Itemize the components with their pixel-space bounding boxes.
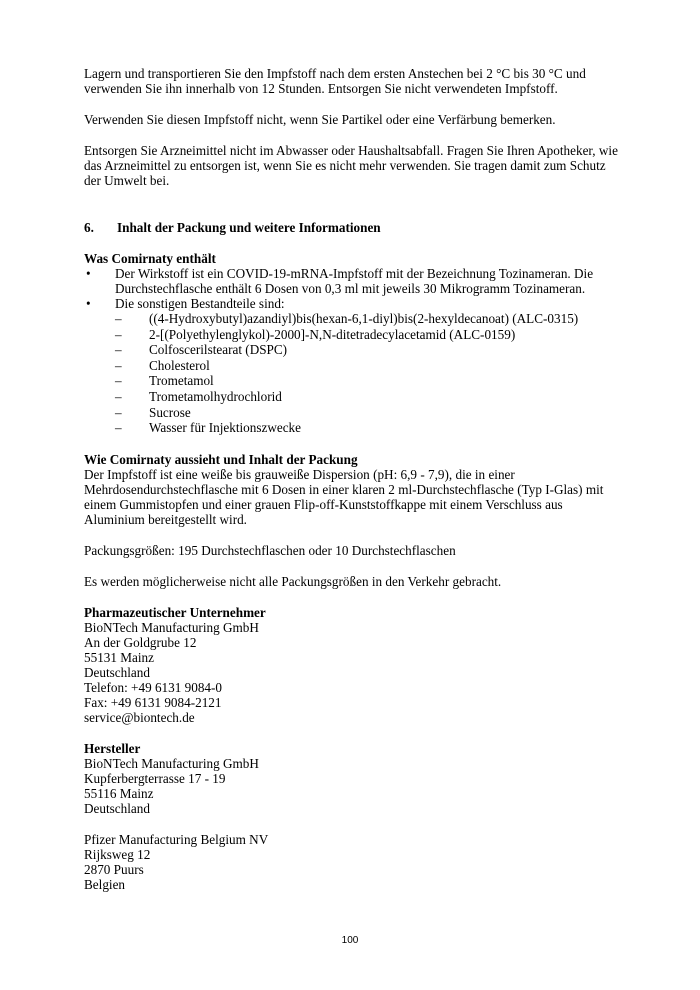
section-6-heading: [84, 220, 624, 235]
dash-marker: –: [115, 342, 122, 358]
ingredient-item: [115, 342, 624, 358]
ingredient-text: Wasser für Injektionszwecke: [149, 420, 301, 436]
active-substance-item: [84, 266, 624, 296]
manufacturer2-street: Rijksweg 12: [84, 846, 151, 862]
disposal-paragraph: Entsorgen Sie Arzneimittel nicht im Abwasser oder Haushaltsabfall. Fragen Sie Ihren Apotheker, wie das Arzneimittel zu entsorgen ist, wenn Sie es nicht mehr verwenden. Sie tragen damit zum Schutz der Umwelt bei.: [84, 143, 618, 188]
pack-sizes-text: Packungsgrößen: 195 Durchstechflaschen oder 10 Durchstechflaschen: [84, 542, 456, 558]
manufacturer2-country: Belgien: [84, 876, 126, 892]
holder-phone: Telefon: +49 6131 9084-0: [84, 679, 222, 695]
appearance-block: [84, 452, 624, 527]
ingredient-text: Cholesterol: [149, 357, 210, 373]
other-ingredients-intro: Die sonstigen Bestandteile sind:: [115, 296, 285, 311]
dash-marker: –: [115, 388, 122, 404]
dash-marker: –: [115, 311, 122, 326]
marketing-holder-block: [84, 605, 624, 725]
document-page: [84, 66, 624, 892]
manufacturer1-city: 55116 Mainz: [84, 785, 154, 801]
manufacturer2-company: Pfizer Manufacturing Belgium NV: [84, 831, 269, 847]
ingredient-item: [115, 420, 624, 436]
holder-country: Deutschland: [84, 664, 150, 680]
ingredient-item: [115, 405, 624, 421]
ingredient-item: [115, 311, 624, 327]
ingredient-text: Colfoscerilstearat (DSPC): [149, 342, 288, 358]
bullet-marker: •: [86, 266, 91, 281]
ingredient-item: [115, 373, 624, 389]
appearance-text: Der Impfstoff ist eine weiße bis grauweiße Dispersion (pH: 6,9 - 7,9), die in einer Mehrdosendurchstechflasche mit 6 Dosen in einer klaren 2 ml-Durchstechflasche (Typ I-Glas) mit einem Gummistopfen und einer grauen Flip-off-Kunststoffkappe mit einem Verschluss aus Aluminium bereitgestellt wird.: [84, 466, 604, 527]
contents-block: [84, 251, 624, 436]
ingredients-list: [115, 311, 624, 436]
section-title: Inhalt der Packung und weitere Informationen: [117, 220, 381, 235]
manufacturer1-company: BioNTech Manufacturing GmbH: [84, 755, 259, 771]
holder-city: 55131 Mainz: [84, 649, 154, 665]
ingredient-text: ((4-Hydroxybutyl)azandiyl)bis(hexan-6,1-diyl)bis(2-hexyldecanoat) (ALC-0315): [149, 311, 579, 326]
particles-paragraph: Verwenden Sie diesen Impfstoff nicht, wenn Sie Partikel oder eine Verfärbung bemerken.: [84, 112, 556, 127]
ingredient-text: 2-[(Polyethylenglykol)-2000]-N,N-ditetradecylacetamid (ALC-0159): [149, 326, 516, 342]
other-ingredients-item: [84, 296, 624, 436]
manufacturer-heading: Hersteller: [84, 740, 141, 756]
storage-paragraph: Lagern und transportieren Sie den Impfstoff nach dem ersten Anstechen bei 2 °C bis 30 °C und verwenden Sie ihn innerhalb von 12 Stunden. Entsorgen Sie nicht verwendeten Impfstoff.: [84, 66, 586, 96]
dash-marker: –: [115, 373, 122, 389]
manufacturer2-block: [84, 832, 624, 892]
appearance-heading: Wie Comirnaty aussieht und Inhalt der Packung: [84, 451, 358, 467]
dash-marker: –: [115, 326, 122, 342]
dash-marker: –: [115, 420, 122, 436]
dash-marker: –: [115, 404, 122, 420]
manufacturer2-city: 2870 Puurs: [84, 861, 144, 877]
manufacturer-block: [84, 741, 624, 816]
ingredient-item: [115, 358, 624, 374]
section-number: 6.: [84, 220, 94, 235]
dash-marker: –: [115, 357, 122, 373]
contents-heading: Was Comirnaty enthält: [84, 251, 216, 266]
bullet-marker: •: [86, 296, 91, 311]
holder-company: BioNTech Manufacturing GmbH: [84, 619, 259, 635]
contents-bullet-list: [84, 266, 624, 436]
ingredient-text: Trometamol: [149, 373, 214, 389]
ingredient-text: Trometamolhydrochlorid: [149, 388, 282, 404]
manufacturer1-country: Deutschland: [84, 800, 150, 816]
holder-email: service@biontech.de: [84, 709, 195, 725]
holder-street: An der Goldgrube 12: [84, 634, 197, 650]
active-substance-text: Der Wirkstoff ist ein COVID-19-mRNA-Impfstoff mit der Bezeichnung Tozinameran. Die Durchstechflasche enthält 6 Dosen von 0,3 ml mit jeweils 30 Mikrogramm Tozinameran.: [115, 266, 594, 296]
ingredient-text: Sucrose: [149, 404, 191, 420]
not-all-marketed-text: Es werden möglicherweise nicht alle Packungsgrößen in den Verkehr gebracht.: [84, 573, 502, 589]
ingredient-item: [115, 389, 624, 405]
manufacturer1-street: Kupferbergterrasse 17 - 19: [84, 770, 226, 786]
marketing-holder-heading: Pharmazeutischer Unternehmer: [84, 604, 266, 620]
ingredient-item: [115, 327, 624, 343]
page-number: 100: [341, 935, 359, 946]
holder-fax: Fax: +49 6131 9084-2121: [84, 694, 222, 710]
